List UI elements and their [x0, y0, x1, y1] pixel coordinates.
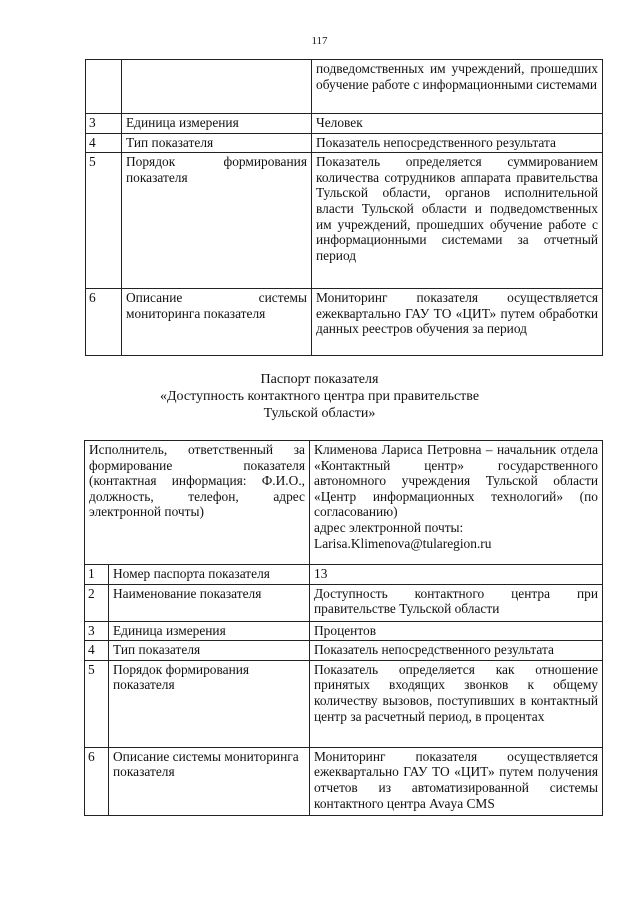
row-label: Порядок формирования показателя — [109, 660, 310, 747]
passport-heading-line2: «Доступность контактного центра при правительстве — [159, 389, 480, 404]
table-row — [86, 133, 603, 153]
table-row — [85, 660, 603, 747]
row-number: 5 — [85, 660, 109, 747]
row-label: Описание системы мониторинга показателя — [109, 747, 310, 815]
executor-label: Исполнитель, ответственный за формирование показателя (контактная информация: Ф.И.О., должность, телефон, адрес электронной почты) — [85, 441, 310, 565]
row-label — [122, 60, 312, 114]
passport-heading-line1: Паспорт показателя — [260, 372, 379, 387]
row-number: 2 — [85, 584, 109, 621]
row-number: 5 — [86, 153, 122, 289]
table-row — [85, 621, 603, 641]
row-value: Показатель определяется как отношение принятых входящих звонков к общему количеству вызовов, поступивших в контактный центр за расчетный период, в процентах — [310, 660, 603, 747]
indicator-passport-table — [84, 440, 603, 816]
passport-heading — [0, 371, 639, 422]
executor-row — [85, 441, 603, 565]
row-value: Человек — [312, 114, 603, 134]
row-number: 3 — [86, 114, 122, 134]
row-number: 6 — [85, 747, 109, 815]
page-number: 117 — [311, 35, 328, 47]
indicator-table-continued — [85, 59, 603, 356]
executor-value: Клименова Лариса Петровна – начальник отдела «Контактный центр» государственного автономного учреждения Тульской области «Центр информационных технологий» (по согласованию) — [314, 442, 599, 520]
row-value: Доступность контактного центра при правительстве Тульской области — [310, 584, 603, 621]
row-number: 4 — [85, 641, 109, 661]
table-row — [86, 153, 603, 289]
table-row — [86, 60, 603, 114]
row-number — [86, 60, 122, 114]
row-value: Мониторинг показателя осуществляется ежеквартально ГАУ ТО «ЦИТ» путем получения отчетов из автоматизированной системы контактного центра Avaya CMS — [310, 747, 603, 815]
row-value: Процентов — [310, 621, 603, 641]
row-value: Показатель определяется суммированием количества сотрудников аппарата правительства Тульской области, органов исполнительной власти Тульской области и подведомственных им учреждений, прошедших обучение работе с информационными системами за отчетный период — [312, 153, 603, 289]
row-label: Наименование показателя — [109, 584, 310, 621]
row-label: Тип показателя — [109, 641, 310, 661]
table-row — [85, 747, 603, 815]
row-number: 4 — [86, 133, 122, 153]
row-number: 6 — [86, 289, 122, 356]
passport-heading-line3: Тульской области» — [263, 406, 376, 421]
executor-email: Larisa.Klimenova@tularegion.ru — [314, 535, 492, 551]
row-label: Единица измерения — [122, 114, 312, 134]
row-value: 13 — [310, 565, 603, 585]
row-number: 3 — [85, 621, 109, 641]
executor-cell — [310, 441, 603, 565]
table-row — [86, 114, 603, 134]
row-value: Мониторинг показателя осуществляется ежеквартально ГАУ ТО «ЦИТ» путем обработки данных реестров обучения за период — [312, 289, 603, 356]
table-row — [85, 584, 603, 621]
row-value: Показатель непосредственного результата — [310, 641, 603, 661]
row-label: Порядок формирования показателя — [122, 153, 312, 289]
row-value: Показатель непосредственного результата — [312, 133, 603, 153]
row-number: 1 — [85, 565, 109, 585]
table-row — [85, 565, 603, 585]
row-label: Единица измерения — [109, 621, 310, 641]
row-label: Описание системы мониторинга показателя — [122, 289, 312, 356]
email-label: адрес электронной почты: — [314, 519, 464, 535]
row-label: Номер паспорта показателя — [109, 565, 310, 585]
table-row — [86, 289, 603, 356]
row-label: Тип показателя — [122, 133, 312, 153]
table-row — [85, 641, 603, 661]
row-value: подведомственных им учреждений, прошедших обучение работе с информационными системами — [312, 60, 603, 114]
